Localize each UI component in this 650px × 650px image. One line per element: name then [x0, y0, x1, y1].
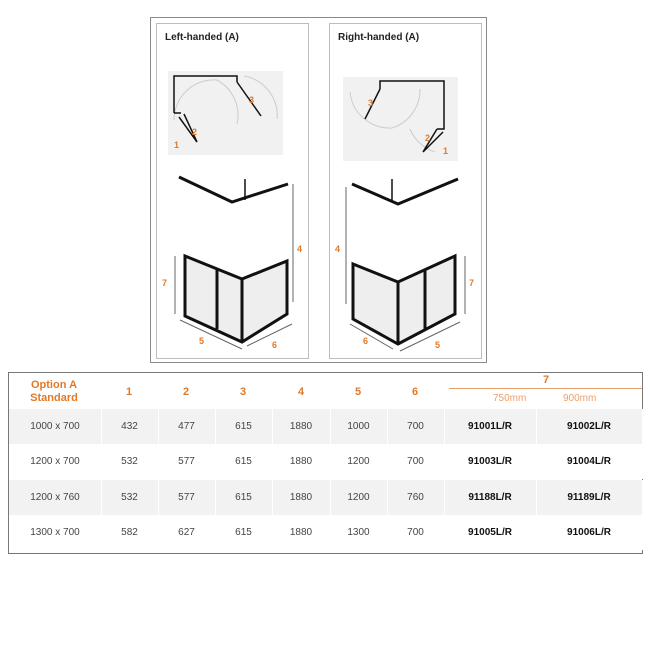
dimension-cell: 627	[158, 515, 216, 550]
label-1: 1	[174, 140, 180, 150]
col-header-2: 2	[182, 386, 190, 398]
label-5: 5	[435, 340, 441, 350]
option-header	[14, 379, 94, 405]
dimension-cell: 615	[215, 480, 273, 515]
col-header-6: 6	[411, 386, 419, 398]
dimension-cell: 477	[158, 409, 216, 444]
table-row	[9, 515, 642, 550]
dimension-cell: 432	[101, 409, 159, 444]
size-cell: 1200 x 760	[9, 480, 102, 515]
dimension-cell: 582	[101, 515, 159, 550]
size-cell: 1200 x 700	[9, 444, 102, 479]
col-header-5: 5	[354, 386, 362, 398]
dimension-cell: 1880	[272, 480, 331, 515]
label-7: 7	[162, 278, 168, 288]
dimension-cell: 577	[158, 444, 216, 479]
size-cell: 1300 x 700	[9, 515, 102, 550]
product-code-cell: 91188L/R	[444, 480, 537, 515]
dimension-cell: 700	[387, 409, 445, 444]
label-2: 2	[425, 133, 431, 143]
label-1: 1	[443, 146, 449, 156]
label-3: 3	[249, 95, 255, 105]
table-row	[9, 480, 642, 515]
col-header-3: 3	[239, 386, 247, 398]
subheader-750: 750mm	[493, 393, 527, 404]
label-6: 6	[363, 336, 369, 346]
label-7: 7	[469, 278, 475, 288]
product-code-cell: 91189L/R	[536, 480, 643, 515]
dimension-cell: 615	[215, 444, 273, 479]
left-handed-diagram	[157, 24, 310, 360]
col-header-1: 1	[125, 386, 133, 398]
label-2: 2	[192, 127, 198, 137]
label-4: 4	[297, 244, 303, 254]
panel-title: Left-handed (A)	[165, 32, 239, 43]
dimension-cell: 700	[387, 444, 445, 479]
right-handed-diagram	[330, 24, 483, 360]
col-header-4: 4	[297, 386, 305, 398]
dimension-cell: 532	[101, 480, 159, 515]
subheader-900: 900mm	[563, 393, 597, 404]
left-handed-panel	[156, 23, 309, 359]
dimension-cell: 532	[101, 444, 159, 479]
dimension-cell: 1880	[272, 515, 331, 550]
option-line2: Standard	[30, 392, 78, 404]
dimension-cell: 1200	[330, 480, 388, 515]
col-header-7: 7	[542, 374, 550, 386]
product-code-cell: 91006L/R	[536, 515, 643, 550]
dimension-cell: 1200	[330, 444, 388, 479]
diagram-frame	[150, 17, 487, 363]
dimension-cell: 760	[387, 480, 445, 515]
label-6: 6	[272, 340, 278, 350]
panel-title: Right-handed (A)	[338, 32, 420, 43]
table-row	[9, 444, 642, 479]
right-handed-panel	[329, 23, 482, 359]
dimension-cell: 1000	[330, 409, 388, 444]
dimension-cell: 615	[215, 515, 273, 550]
product-code-cell: 91002L/R	[536, 409, 643, 444]
dimension-cell: 1880	[272, 409, 331, 444]
group-divider	[449, 388, 642, 389]
dimension-cell: 1880	[272, 444, 331, 479]
product-code-cell: 91001L/R	[444, 409, 537, 444]
label-4: 4	[335, 244, 341, 254]
option-line1: Option A	[30, 379, 78, 391]
dimensions-table	[8, 372, 643, 554]
dimension-cell: 577	[158, 480, 216, 515]
size-cell: 1000 x 700	[9, 409, 102, 444]
label-5: 5	[199, 336, 205, 346]
product-code-cell: 91005L/R	[444, 515, 537, 550]
dimension-cell: 700	[387, 515, 445, 550]
dimension-cell: 615	[215, 409, 273, 444]
table-row	[9, 409, 642, 444]
dimension-cell: 1300	[330, 515, 388, 550]
product-code-cell: 91004L/R	[536, 444, 643, 479]
label-3: 3	[368, 98, 374, 108]
product-code-cell: 91003L/R	[444, 444, 537, 479]
